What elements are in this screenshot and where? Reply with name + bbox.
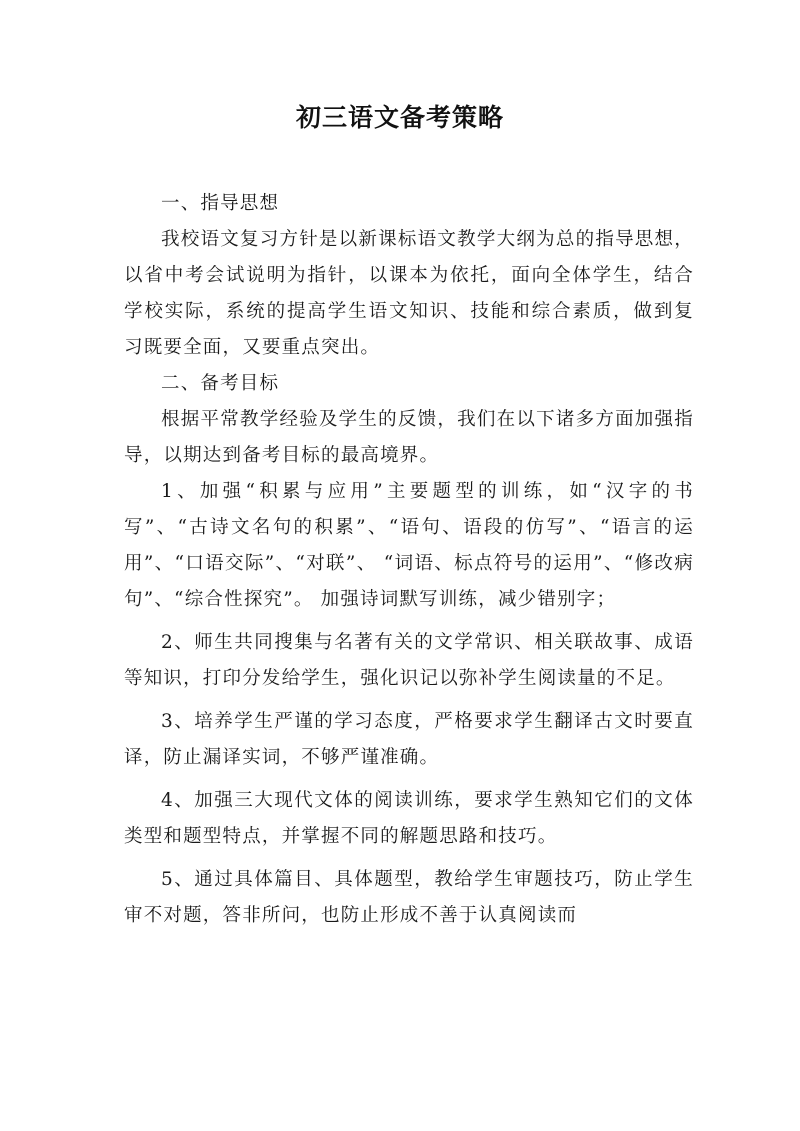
section-heading-guiding-ideology: 一、指导思想 bbox=[161, 193, 280, 214]
paragraph-guiding-ideology: 我校语文复习方针是以新课标语文教学大纲为总的指导思想，以省中考会试说明为指针，以课本为依托，面向全体学生，结合学校实际，系统的提高学生语文知识、技能和综合素质，做到复习既要全面，又要重点突出。 bbox=[124, 229, 694, 358]
paragraph-goal-5: 5、通过具体篇目、具体题型，教给学生审题技巧，防止学生审不对题，答非所问，也防止形成不善于认真阅读而 bbox=[124, 869, 694, 926]
paragraph-goal-3: 3、培养学生严谨的学习态度，严格要求学生翻译古文时要直译，防止漏译实词，不够严谨准确。 bbox=[124, 711, 694, 768]
document-body bbox=[124, 186, 694, 934]
paragraph-exam-goals-intro: 根据平常教学经验及学生的反馈，我们在以下诸多方面加强指导，以期达到备考目标的最高境界。 bbox=[124, 409, 694, 466]
paragraph-goal-1: 1、加强“积累与应用”主要题型的训练，如“汉字的书写”、“古诗文名句的积累”、“语句、语段的仿写”、“语言的运用”、“口语交际”、“对联”、 “词语、标点符号的运用”、“修改病句”、“综合性探究”。 加强诗词默写训练，减少错别字； bbox=[124, 481, 694, 610]
paragraph-goal-4: 4、加强三大现代文体的阅读训练，要求学生熟知它们的文体类型和题型特点，并掌握不同的解题思路和技巧。 bbox=[124, 790, 694, 847]
paragraph-goal-2: 2、师生共同搜集与名著有关的文学常识、相关联故事、成语等知识，打印分发给学生，强化识记以弥补学生阅读量的不足。 bbox=[124, 632, 694, 689]
document-title: 初三语文备考策略 bbox=[295, 103, 504, 132]
section-heading-exam-goals: 二、备考目标 bbox=[161, 373, 280, 394]
